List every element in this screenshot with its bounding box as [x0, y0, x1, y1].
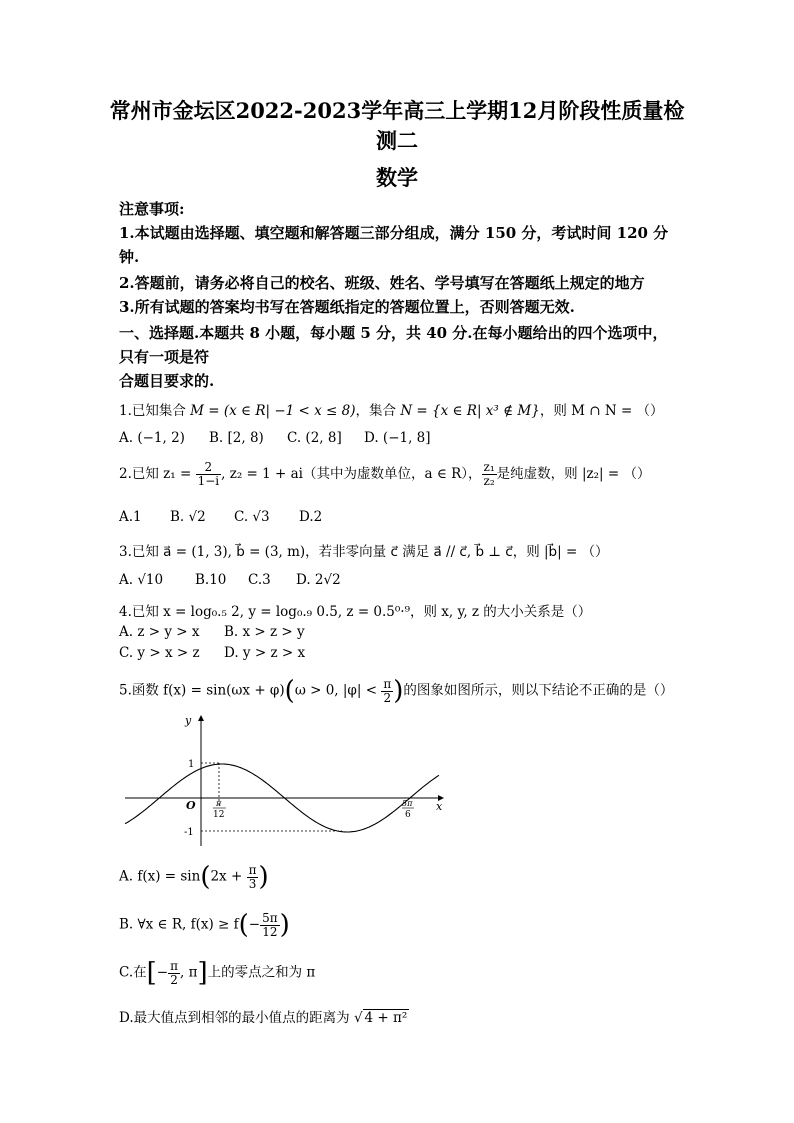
- question-3-option-b: B.10: [195, 572, 227, 588]
- exam-title-line2: 测二: [376, 128, 418, 153]
- question-5-option-c: C.在[− $\frac{\pi}{2}$ , π]上的零点之和为 π: [119, 958, 316, 988]
- y-max-label: 1: [188, 759, 195, 770]
- section-heading-cont2: 合题目要求的.: [119, 372, 215, 390]
- notes-item3: 3.所有试题的答案均书写在答题纸指定的答题位置上，否则答题无效.: [119, 298, 575, 316]
- question-1-stem: 1.已知集合 M = (x ∈ R| −1 < x ≤ 8)，集合 N = {x ∈ R| x³ ∉ M}，则 M ∩ N = （）: [119, 403, 664, 419]
- fraction: $\frac{\pi}{2}$: [170, 958, 178, 987]
- question-4-option-d: D. y > z > x: [224, 645, 306, 661]
- question-5-option-d: D.最大值点到相邻的最小值点的距离为 √ 4 + π²: [119, 1010, 408, 1026]
- question-2-stem: 2.已知 z₁ = $\frac{2}{1-i}$ , z₂ = 1 + ai（其中为虚数单位，a ∈ R）， $\frac{\text{z₁}}{\text{z₂}}$ 是纯虚数，则 |z₂| = （）: [119, 460, 651, 488]
- question-2-option-b: B. √2: [170, 509, 206, 525]
- question-2-option-d: D.2: [299, 509, 323, 525]
- x-axis-label: x: [436, 800, 443, 813]
- question-3-stem: 3.已知 a⃗ = (1, 3), b⃗ = (3, m)，若非零向量 c⃗ 满足 a⃗ // c⃗, b⃗ ⊥ c⃗，则 |b⃗| = （）: [119, 544, 609, 560]
- origin-label: O: [186, 799, 196, 812]
- question-5-option-b: B. ∀x ∈ R, f(x) ≥ f(− $\frac{5\pi}{12}$ ): [119, 910, 290, 940]
- question-1-option-b: B. [2, 8): [209, 430, 264, 446]
- question-3-option-c: C.3: [248, 572, 271, 588]
- question-4-stem: 4.已知 x = log₀.₅ 2, y = log₀.₉ 0.5, z = 0.5⁰·⁹，则 x, y, z 的大小关系是（）: [119, 604, 592, 620]
- question-5-stem: 5.函数 f(x) = sin(ωx + φ)(ω > 0, |φ| < $\frac{\pi}{2}$ )的图象如图所示，则以下结论不正确的是（）: [119, 676, 674, 706]
- exam-title-line1: 常州市金坛区2022-2023学年高三上学期12月阶段性质量检: [109, 98, 685, 123]
- x-tick1-numerator: π: [216, 799, 222, 808]
- notes-item1-cont: 钟.: [119, 248, 140, 266]
- section-heading-cont: 只有一项是符: [119, 348, 210, 366]
- question-4-option-a: A. z > y > x: [119, 624, 200, 640]
- fraction: $\frac{\text{z₁}}{\text{z₂}}$: [483, 460, 495, 488]
- y-min-label: -1: [184, 827, 194, 838]
- question-5-option-a: A. f(x) = sin(2x + $\frac{\pi}{3}$ ): [119, 862, 269, 892]
- question-3-option-a: A. √10: [119, 572, 164, 588]
- question-1-option-c: C. (2, 8]: [287, 430, 342, 446]
- section-heading: 一、选择题.本题共 8 小题，每小题 5 分，共 40 分.在每小题给出的四个选项中，: [119, 324, 668, 342]
- fraction: $\frac{\pi}{2}$: [383, 676, 392, 705]
- y-axis-label: y: [185, 714, 192, 727]
- fraction: $\frac{\pi}{3}$: [248, 862, 257, 891]
- notes-item2: 2.答题前，请务必将自己的校名、班级、姓名、学号填写在答题纸上规定的地方: [119, 274, 645, 292]
- question-4-option-b: B. x > z > y: [224, 624, 305, 640]
- question-2-option-a: A.1: [119, 509, 142, 525]
- fraction: $\frac{5\pi}{12}$: [262, 910, 278, 939]
- fraction: $\frac{2}{1-i}$: [197, 460, 220, 488]
- question-1-option-d: D. (−1, 8]: [364, 430, 431, 446]
- question-3-option-d: D. 2√2: [296, 572, 341, 588]
- question-2-option-c: C. √3: [234, 509, 270, 525]
- question-1-option-a: A. (−1, 2): [119, 430, 185, 446]
- sine-graph: [115, 710, 450, 850]
- x-tick2-numerator: 5π: [402, 799, 413, 808]
- x-tick1-denominator: 12: [213, 810, 225, 820]
- notes-heading: 注意事项:: [119, 200, 185, 218]
- question-4-option-c: C. y > x > z: [119, 645, 200, 661]
- x-tick2-denominator: 6: [405, 810, 411, 820]
- notes-item1: 1.本试题由选择题、填空题和解答题三部分组成，满分 150 分，考试时间 120 分: [119, 224, 669, 242]
- exam-subject: 数学: [376, 165, 418, 190]
